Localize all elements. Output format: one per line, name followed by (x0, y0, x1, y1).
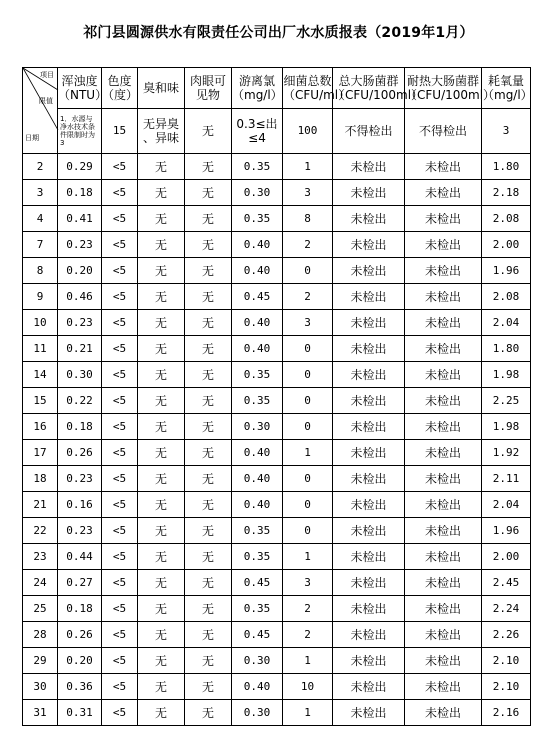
odor-cell: 无 (138, 544, 185, 570)
chlorine-cell: 0.30 (232, 414, 283, 440)
bacteria-cell: 3 (283, 570, 333, 596)
oxygen-cell: 2.24 (482, 596, 531, 622)
table-row (23, 414, 531, 440)
turbidity-cell: 0.20 (58, 648, 102, 674)
turbidity-cell: 0.30 (58, 362, 102, 388)
chlorine-cell: 0.40 (232, 336, 283, 362)
limit-visible: 无 (185, 109, 232, 154)
coliform-cell: 未检出 (333, 180, 405, 206)
thermo-coliform-cell: 未检出 (405, 310, 482, 336)
turbidity-cell: 0.18 (58, 180, 102, 206)
day-cell: 16 (23, 414, 58, 440)
limit-thermo-coliform: 不得检出 (405, 109, 482, 154)
table-row (23, 284, 531, 310)
bacteria-cell: 2 (283, 596, 333, 622)
bacteria-cell: 2 (283, 284, 333, 310)
turbidity-cell: 0.21 (58, 336, 102, 362)
bacteria-cell: 0 (283, 258, 333, 284)
color-cell: <5 (102, 362, 138, 388)
table-row (23, 622, 531, 648)
coliform-cell: 未检出 (333, 518, 405, 544)
day-cell: 24 (23, 570, 58, 596)
header-color: 色度 （度） (102, 68, 138, 109)
table-row (23, 440, 531, 466)
coliform-cell: 未检出 (333, 154, 405, 180)
day-cell: 29 (23, 648, 58, 674)
odor-cell: 无 (138, 440, 185, 466)
oxygen-cell: 2.08 (482, 284, 531, 310)
coliform-cell: 未检出 (333, 440, 405, 466)
table-row (23, 310, 531, 336)
table-row (23, 648, 531, 674)
thermo-coliform-cell: 未检出 (405, 258, 482, 284)
coliform-cell: 未检出 (333, 544, 405, 570)
color-cell: <5 (102, 544, 138, 570)
odor-cell: 无 (138, 232, 185, 258)
header-coliform: 总大肠菌群 （CFU/100ml） (333, 68, 405, 109)
table-row (23, 362, 531, 388)
color-cell: <5 (102, 310, 138, 336)
header-oxygen: 耗氧量 （mg/l） (482, 68, 531, 109)
visible-cell: 无 (185, 310, 232, 336)
visible-cell: 无 (185, 206, 232, 232)
header-row (23, 68, 531, 109)
coliform-cell: 未检出 (333, 700, 405, 726)
color-cell: <5 (102, 232, 138, 258)
color-cell: <5 (102, 206, 138, 232)
bacteria-cell: 1 (283, 700, 333, 726)
oxygen-cell: 2.45 (482, 570, 531, 596)
thermo-coliform-cell: 未检出 (405, 336, 482, 362)
bacteria-cell: 1 (283, 544, 333, 570)
color-cell: <5 (102, 336, 138, 362)
chlorine-cell: 0.40 (232, 674, 283, 700)
odor-cell: 无 (138, 180, 185, 206)
bacteria-cell: 2 (283, 622, 333, 648)
oxygen-cell: 2.18 (482, 180, 531, 206)
table-row (23, 154, 531, 180)
color-cell: <5 (102, 180, 138, 206)
day-cell: 18 (23, 466, 58, 492)
header-visible: 肉眼可 见物 (185, 68, 232, 109)
limit-bacteria: 100 (283, 109, 333, 154)
turbidity-cell: 0.23 (58, 310, 102, 336)
odor-cell: 无 (138, 258, 185, 284)
coliform-cell: 未检出 (333, 388, 405, 414)
oxygen-cell: 2.25 (482, 388, 531, 414)
thermo-coliform-cell: 未检出 (405, 232, 482, 258)
turbidity-cell: 0.46 (58, 284, 102, 310)
turbidity-cell: 0.20 (58, 258, 102, 284)
table-row (23, 206, 531, 232)
color-cell: <5 (102, 674, 138, 700)
oxygen-cell: 2.26 (482, 622, 531, 648)
oxygen-cell: 2.04 (482, 492, 531, 518)
odor-cell: 无 (138, 648, 185, 674)
bacteria-cell: 0 (283, 414, 333, 440)
chlorine-cell: 0.35 (232, 206, 283, 232)
chlorine-cell: 0.35 (232, 388, 283, 414)
coliform-cell: 未检出 (333, 206, 405, 232)
table-row (23, 518, 531, 544)
thermo-coliform-cell: 未检出 (405, 154, 482, 180)
turbidity-cell: 0.29 (58, 154, 102, 180)
bacteria-cell: 1 (283, 154, 333, 180)
coliform-cell: 未检出 (333, 648, 405, 674)
turbidity-cell: 0.22 (58, 388, 102, 414)
table-row (23, 336, 531, 362)
water-quality-table (22, 67, 531, 726)
odor-cell: 无 (138, 596, 185, 622)
thermo-coliform-cell: 未检出 (405, 414, 482, 440)
oxygen-cell: 1.96 (482, 258, 531, 284)
day-cell: 3 (23, 180, 58, 206)
oxygen-cell: 2.10 (482, 674, 531, 700)
visible-cell: 无 (185, 570, 232, 596)
bacteria-cell: 3 (283, 180, 333, 206)
chlorine-cell: 0.35 (232, 518, 283, 544)
bacteria-cell: 0 (283, 336, 333, 362)
visible-cell: 无 (185, 362, 232, 388)
table-row (23, 544, 531, 570)
table-row (23, 258, 531, 284)
day-cell: 9 (23, 284, 58, 310)
table-row (23, 388, 531, 414)
thermo-coliform-cell: 未检出 (405, 466, 482, 492)
bacteria-cell: 1 (283, 648, 333, 674)
oxygen-cell: 2.00 (482, 544, 531, 570)
day-cell: 11 (23, 336, 58, 362)
odor-cell: 无 (138, 518, 185, 544)
visible-cell: 无 (185, 154, 232, 180)
corner-label-limit: 限值 (39, 97, 53, 105)
chlorine-cell: 0.40 (232, 492, 283, 518)
oxygen-cell: 1.98 (482, 414, 531, 440)
day-cell: 7 (23, 232, 58, 258)
visible-cell: 无 (185, 492, 232, 518)
thermo-coliform-cell: 未检出 (405, 622, 482, 648)
day-cell: 25 (23, 596, 58, 622)
visible-cell: 无 (185, 388, 232, 414)
thermo-coliform-cell: 未检出 (405, 518, 482, 544)
thermo-coliform-cell: 未检出 (405, 596, 482, 622)
day-cell: 2 (23, 154, 58, 180)
corner-label-item: 项目 (40, 71, 54, 79)
coliform-cell: 未检出 (333, 596, 405, 622)
coliform-cell: 未检出 (333, 674, 405, 700)
chlorine-cell: 0.40 (232, 258, 283, 284)
chlorine-cell: 0.40 (232, 310, 283, 336)
oxygen-cell: 2.08 (482, 206, 531, 232)
visible-cell: 无 (185, 596, 232, 622)
thermo-coliform-cell: 未检出 (405, 674, 482, 700)
day-cell: 21 (23, 492, 58, 518)
turbidity-cell: 0.23 (58, 232, 102, 258)
day-cell: 17 (23, 440, 58, 466)
coliform-cell: 未检出 (333, 232, 405, 258)
corner-cell (23, 68, 58, 154)
visible-cell: 无 (185, 466, 232, 492)
chlorine-cell: 0.35 (232, 362, 283, 388)
header-bacteria: 细菌总数 （CFU/ml） (283, 68, 333, 109)
oxygen-cell: 2.10 (482, 648, 531, 674)
visible-cell: 无 (185, 544, 232, 570)
oxygen-cell: 2.04 (482, 310, 531, 336)
turbidity-cell: 0.23 (58, 466, 102, 492)
day-cell: 10 (23, 310, 58, 336)
data-rows (23, 154, 531, 726)
day-cell: 22 (23, 518, 58, 544)
turbidity-cell: 0.31 (58, 700, 102, 726)
bacteria-cell: 0 (283, 362, 333, 388)
oxygen-cell: 1.80 (482, 154, 531, 180)
visible-cell: 无 (185, 336, 232, 362)
bacteria-cell: 10 (283, 674, 333, 700)
turbidity-cell: 0.36 (58, 674, 102, 700)
coliform-cell: 未检出 (333, 258, 405, 284)
table-row (23, 466, 531, 492)
corner-label-date: 日期 (25, 134, 39, 142)
table-row (23, 674, 531, 700)
color-cell: <5 (102, 466, 138, 492)
coliform-cell: 未检出 (333, 622, 405, 648)
day-cell: 15 (23, 388, 58, 414)
color-cell: <5 (102, 570, 138, 596)
color-cell: <5 (102, 284, 138, 310)
odor-cell: 无 (138, 206, 185, 232)
bacteria-cell: 3 (283, 310, 333, 336)
turbidity-cell: 0.23 (58, 518, 102, 544)
chlorine-cell: 0.35 (232, 596, 283, 622)
chlorine-cell: 0.30 (232, 180, 283, 206)
odor-cell: 无 (138, 492, 185, 518)
chlorine-cell: 0.40 (232, 232, 283, 258)
visible-cell: 无 (185, 700, 232, 726)
day-cell: 8 (23, 258, 58, 284)
color-cell: <5 (102, 492, 138, 518)
chlorine-cell: 0.45 (232, 570, 283, 596)
visible-cell: 无 (185, 440, 232, 466)
color-cell: <5 (102, 518, 138, 544)
bacteria-cell: 0 (283, 466, 333, 492)
chlorine-cell: 0.40 (232, 440, 283, 466)
limits-row (23, 109, 531, 154)
visible-cell: 无 (185, 414, 232, 440)
chlorine-cell: 0.30 (232, 700, 283, 726)
turbidity-cell: 0.26 (58, 622, 102, 648)
bacteria-cell: 8 (283, 206, 333, 232)
report-title: 祁门县圆源供水有限责任公司出厂水水质报表（2019年1月） (83, 25, 474, 41)
day-cell: 28 (23, 622, 58, 648)
turbidity-cell: 0.44 (58, 544, 102, 570)
visible-cell: 无 (185, 622, 232, 648)
color-cell: <5 (102, 700, 138, 726)
thermo-coliform-cell: 未检出 (405, 362, 482, 388)
visible-cell: 无 (185, 180, 232, 206)
thermo-coliform-cell: 未检出 (405, 648, 482, 674)
odor-cell: 无 (138, 154, 185, 180)
table-row (23, 596, 531, 622)
header-thermo-coliform: 耐热大肠菌群 （CFU/100ml） (405, 68, 482, 109)
chlorine-cell: 0.45 (232, 622, 283, 648)
coliform-cell: 未检出 (333, 310, 405, 336)
chlorine-cell: 0.40 (232, 466, 283, 492)
turbidity-cell: 0.26 (58, 440, 102, 466)
oxygen-cell: 1.98 (482, 362, 531, 388)
visible-cell: 无 (185, 284, 232, 310)
header-chlorine: 游离氯 （mg/l） (232, 68, 283, 109)
oxygen-cell: 2.16 (482, 700, 531, 726)
day-cell: 30 (23, 674, 58, 700)
visible-cell: 无 (185, 258, 232, 284)
chlorine-cell: 0.45 (232, 284, 283, 310)
thermo-coliform-cell: 未检出 (405, 284, 482, 310)
color-cell: <5 (102, 648, 138, 674)
day-cell: 4 (23, 206, 58, 232)
limit-color: 15 (102, 109, 138, 154)
chlorine-cell: 0.35 (232, 154, 283, 180)
odor-cell: 无 (138, 414, 185, 440)
bacteria-cell: 0 (283, 518, 333, 544)
odor-cell: 无 (138, 700, 185, 726)
bacteria-cell: 0 (283, 492, 333, 518)
day-cell: 23 (23, 544, 58, 570)
limit-turbidity: 1．水源与净水技术条件限制时为3 (58, 109, 102, 154)
odor-cell: 无 (138, 674, 185, 700)
limit-coliform: 不得检出 (333, 109, 405, 154)
oxygen-cell: 1.96 (482, 518, 531, 544)
bacteria-cell: 0 (283, 388, 333, 414)
color-cell: <5 (102, 440, 138, 466)
thermo-coliform-cell: 未检出 (405, 700, 482, 726)
coliform-cell: 未检出 (333, 284, 405, 310)
turbidity-cell: 0.41 (58, 206, 102, 232)
thermo-coliform-cell: 未检出 (405, 388, 482, 414)
odor-cell: 无 (138, 310, 185, 336)
limit-odor: 无异臭 、异味 (138, 109, 185, 154)
color-cell: <5 (102, 258, 138, 284)
table-row (23, 700, 531, 726)
turbidity-cell: 0.18 (58, 596, 102, 622)
oxygen-cell: 1.80 (482, 336, 531, 362)
color-cell: <5 (102, 414, 138, 440)
coliform-cell: 未检出 (333, 492, 405, 518)
thermo-coliform-cell: 未检出 (405, 570, 482, 596)
coliform-cell: 未检出 (333, 336, 405, 362)
table-row (23, 232, 531, 258)
coliform-cell: 未检出 (333, 362, 405, 388)
thermo-coliform-cell: 未检出 (405, 544, 482, 570)
coliform-cell: 未检出 (333, 466, 405, 492)
header-turbidity: 浑浊度 （NTU） (58, 68, 102, 109)
color-cell: <5 (102, 388, 138, 414)
thermo-coliform-cell: 未检出 (405, 492, 482, 518)
thermo-coliform-cell: 未检出 (405, 180, 482, 206)
day-cell: 31 (23, 700, 58, 726)
color-cell: <5 (102, 154, 138, 180)
oxygen-cell: 2.00 (482, 232, 531, 258)
day-cell: 14 (23, 362, 58, 388)
table-row (23, 570, 531, 596)
thermo-coliform-cell: 未检出 (405, 440, 482, 466)
visible-cell: 无 (185, 232, 232, 258)
odor-cell: 无 (138, 570, 185, 596)
odor-cell: 无 (138, 284, 185, 310)
oxygen-cell: 2.11 (482, 466, 531, 492)
odor-cell: 无 (138, 362, 185, 388)
table-row (23, 180, 531, 206)
color-cell: <5 (102, 622, 138, 648)
visible-cell: 无 (185, 674, 232, 700)
visible-cell: 无 (185, 648, 232, 674)
thermo-coliform-cell: 未检出 (405, 206, 482, 232)
turbidity-cell: 0.27 (58, 570, 102, 596)
visible-cell: 无 (185, 518, 232, 544)
bacteria-cell: 1 (283, 440, 333, 466)
turbidity-cell: 0.16 (58, 492, 102, 518)
coliform-cell: 未检出 (333, 570, 405, 596)
chlorine-cell: 0.35 (232, 544, 283, 570)
table-row (23, 492, 531, 518)
bacteria-cell: 2 (283, 232, 333, 258)
limit-chlorine: 0.3≤出 ≤4 (232, 109, 283, 154)
turbidity-cell: 0.18 (58, 414, 102, 440)
odor-cell: 无 (138, 622, 185, 648)
header-odor: 臭和味 (138, 68, 185, 109)
odor-cell: 无 (138, 388, 185, 414)
chlorine-cell: 0.30 (232, 648, 283, 674)
limit-oxygen: 3 (482, 109, 531, 154)
oxygen-cell: 1.92 (482, 440, 531, 466)
odor-cell: 无 (138, 466, 185, 492)
color-cell: <5 (102, 596, 138, 622)
coliform-cell: 未检出 (333, 414, 405, 440)
odor-cell: 无 (138, 336, 185, 362)
